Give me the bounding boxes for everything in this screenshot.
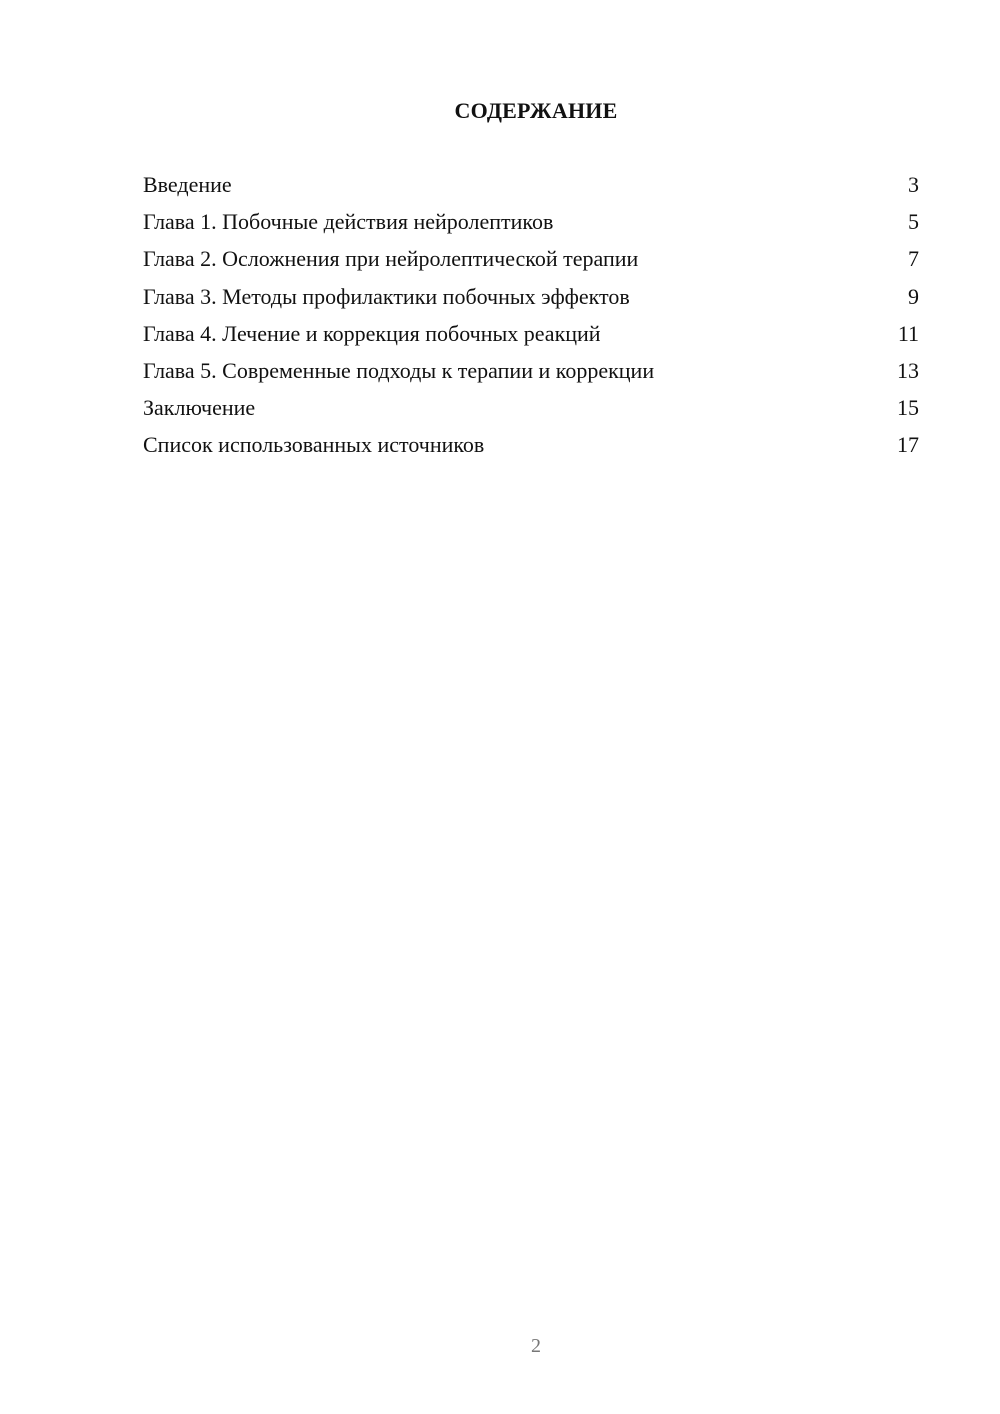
toc-entry-label: Глава 2. Осложнения при нейролептической терапии [143,246,639,272]
toc-entry-conclusion[interactable] [143,393,919,430]
toc-entry-label: Введение [143,172,232,197]
toc-entry-chapter-4[interactable] [143,319,919,356]
toc-entry-chapter-5[interactable] [143,356,919,393]
toc-entry-page: 3 [908,172,919,197]
toc-entry-introduction[interactable] [143,170,919,207]
toc-entry-chapter-2[interactable] [143,244,919,281]
toc-entry-label: Глава 5. Современные подходы к терапии и коррекции [143,357,655,383]
toc-entry-page: 13 [897,357,919,383]
toc-entry-page: 15 [897,395,919,421]
toc-entry-page: 9 [908,283,919,309]
toc-entry-page: 5 [908,209,919,235]
toc-entry-label: Заключение [143,395,256,421]
toc-entry-page: 11 [897,320,919,346]
page-number: 2 [531,1335,541,1357]
toc-entry-label: Глава 1. Побочные действия нейролептиков [143,209,554,235]
toc-entry-label: Список использованных источников [143,432,485,458]
toc-entry-page: 17 [897,432,919,458]
page-title: СОДЕРЖАНИЕ [454,98,618,123]
table-of-contents [143,170,919,468]
toc-entry-chapter-3[interactable] [143,282,919,319]
toc-entry-label: Глава 3. Методы профилактики побочных эффектов [143,283,630,309]
toc-entry-page: 7 [908,246,919,272]
toc-entry-label: Глава 4. Лечение и коррекция побочных реакций [143,320,601,346]
toc-entry-chapter-1[interactable] [143,207,919,244]
toc-entry-references[interactable] [143,430,919,467]
